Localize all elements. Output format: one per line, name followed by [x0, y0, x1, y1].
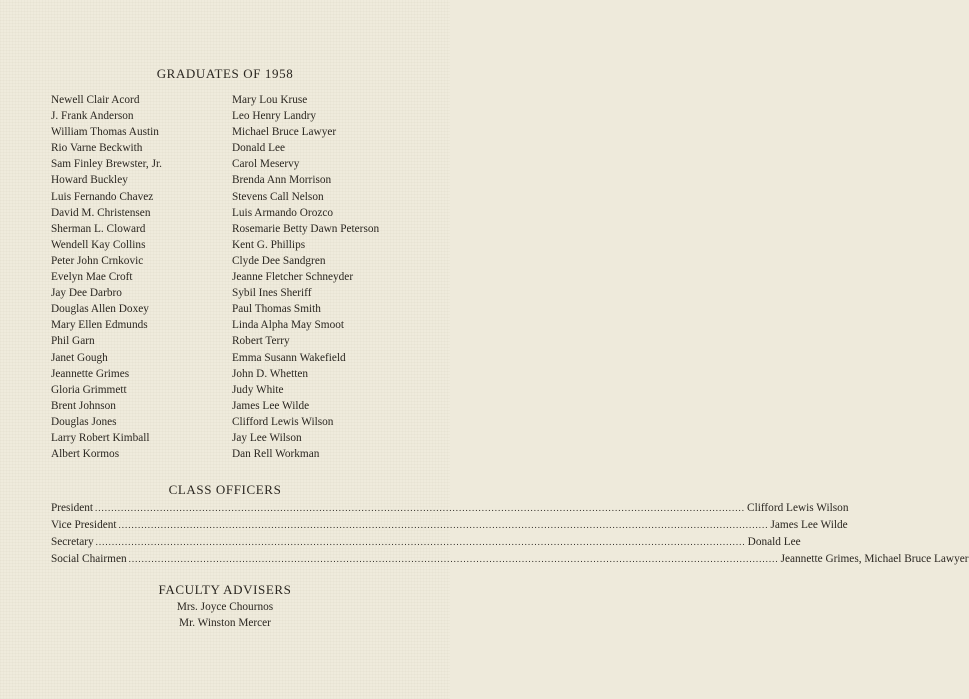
officer-name: James Lee Wilde [770, 519, 848, 531]
graduates-list-left [51, 92, 162, 462]
graduate-name: Brenda Ann Morrison [232, 174, 332, 187]
graduate-name: Emma Susann Wakefield [232, 351, 346, 364]
officer-role: Vice President [51, 519, 117, 531]
adviser-name: Mr. Winston Mercer [179, 616, 271, 629]
graduate-name: Luis Armando Orozco [232, 206, 334, 219]
faculty-advisers-heading: FACULTY ADVISERS [158, 582, 292, 597]
graduate-name: Evelyn Mae Croft [51, 271, 133, 284]
graduate-name: Judy White [232, 383, 284, 396]
graduate-name: Janet Gough [51, 351, 108, 364]
graduate-name: Sam Finley Brewster, Jr. [51, 158, 162, 171]
officer-role: Secretary [51, 536, 94, 548]
graduate-name: Michael Bruce Lawyer [232, 126, 337, 139]
class-officers-list [51, 500, 969, 568]
graduate-name: Sherman L. Cloward [51, 222, 146, 235]
officer-row [51, 517, 848, 534]
graduate-name: John D. Whetten [232, 367, 309, 380]
graduate-name: Rio Varne Beckwith [51, 142, 143, 155]
graduate-name: Dan Rell Workman [232, 448, 320, 461]
graduate-name: Mary Ellen Edmunds [51, 319, 148, 332]
graduate-name: Robert Terry [232, 335, 290, 348]
dot-leader: ........................................................................................................................................................................................................ [95, 503, 746, 513]
graduate-name: Rosemarie Betty Dawn Peterson [232, 222, 380, 235]
graduate-name: David M. Christensen [51, 206, 151, 219]
graduate-name: Stevens Call Nelson [232, 190, 324, 203]
dot-leader: ........................................................................................................................................................................................................ [118, 520, 769, 530]
officer-name: Donald Lee [747, 536, 801, 548]
adviser-name: Mrs. Joyce Chournos [176, 601, 274, 613]
graduate-name: Howard Buckley [51, 174, 128, 187]
graduate-name: Peter John Crnkovic [51, 254, 144, 267]
graduate-name: Kent G. Phillips [232, 238, 306, 251]
officer-name: Jeannette Grimes, Michael Bruce Lawyer [780, 553, 969, 565]
graduate-name: Jeanne Fletcher Schneyder [232, 271, 354, 284]
dot-leader: ........................................................................................................................................................................................................ [95, 537, 746, 547]
officer-name: Clifford Lewis Wilson [747, 502, 849, 514]
graduate-name: Paul Thomas Smith [232, 303, 321, 316]
class-officers-heading: CLASS OFFICERS [168, 482, 282, 497]
graduate-name: Douglas Jones [51, 415, 117, 428]
officer-row [51, 534, 801, 551]
graduate-name: Jeannette Grimes [51, 367, 130, 380]
graduate-name: Jay Dee Darbro [51, 287, 122, 300]
graduate-name: J. Frank Anderson [51, 110, 134, 123]
graduates-list-right [232, 92, 379, 462]
graduate-name: Mary Lou Kruse [232, 94, 308, 106]
graduate-name: Linda Alpha May Smoot [232, 319, 345, 332]
officer-role: Social Chairmen [51, 553, 127, 565]
graduate-name: Newell Clair Acord [51, 94, 140, 106]
graduate-name: Luis Fernando Chavez [51, 190, 154, 203]
graduate-name: Jay Lee Wilson [232, 431, 302, 444]
graduate-name: Sybil Ines Sheriff [232, 287, 312, 300]
officer-row [51, 551, 969, 568]
graduate-name: Leo Henry Landry [232, 110, 317, 123]
graduate-name: Douglas Allen Doxey [51, 303, 149, 316]
graduate-name: Larry Robert Kimball [51, 431, 150, 444]
graduate-name: Wendell Kay Collins [51, 238, 146, 251]
graduate-name: Clyde Dee Sandgren [232, 254, 326, 267]
officer-role: President [51, 502, 94, 514]
graduate-name: Phil Garn [51, 335, 95, 348]
graduate-name: James Lee Wilde [232, 399, 310, 412]
graduate-name: Donald Lee [232, 142, 286, 155]
graduate-name: Gloria Grimmett [51, 383, 127, 396]
graduate-name: William Thomas Austin [51, 126, 159, 139]
graduates-heading: GRADUATES OF 1958 [156, 66, 294, 81]
officer-row [51, 500, 849, 517]
graduate-name: Albert Kormos [51, 448, 120, 461]
faculty-advisers-list [0, 600, 450, 631]
graduate-name: Carol Meservy [232, 158, 300, 171]
graduate-name: Brent Johnson [51, 399, 116, 412]
dot-leader: ........................................................................................................................................................................................................ [128, 554, 779, 564]
graduate-name: Clifford Lewis Wilson [232, 415, 334, 428]
